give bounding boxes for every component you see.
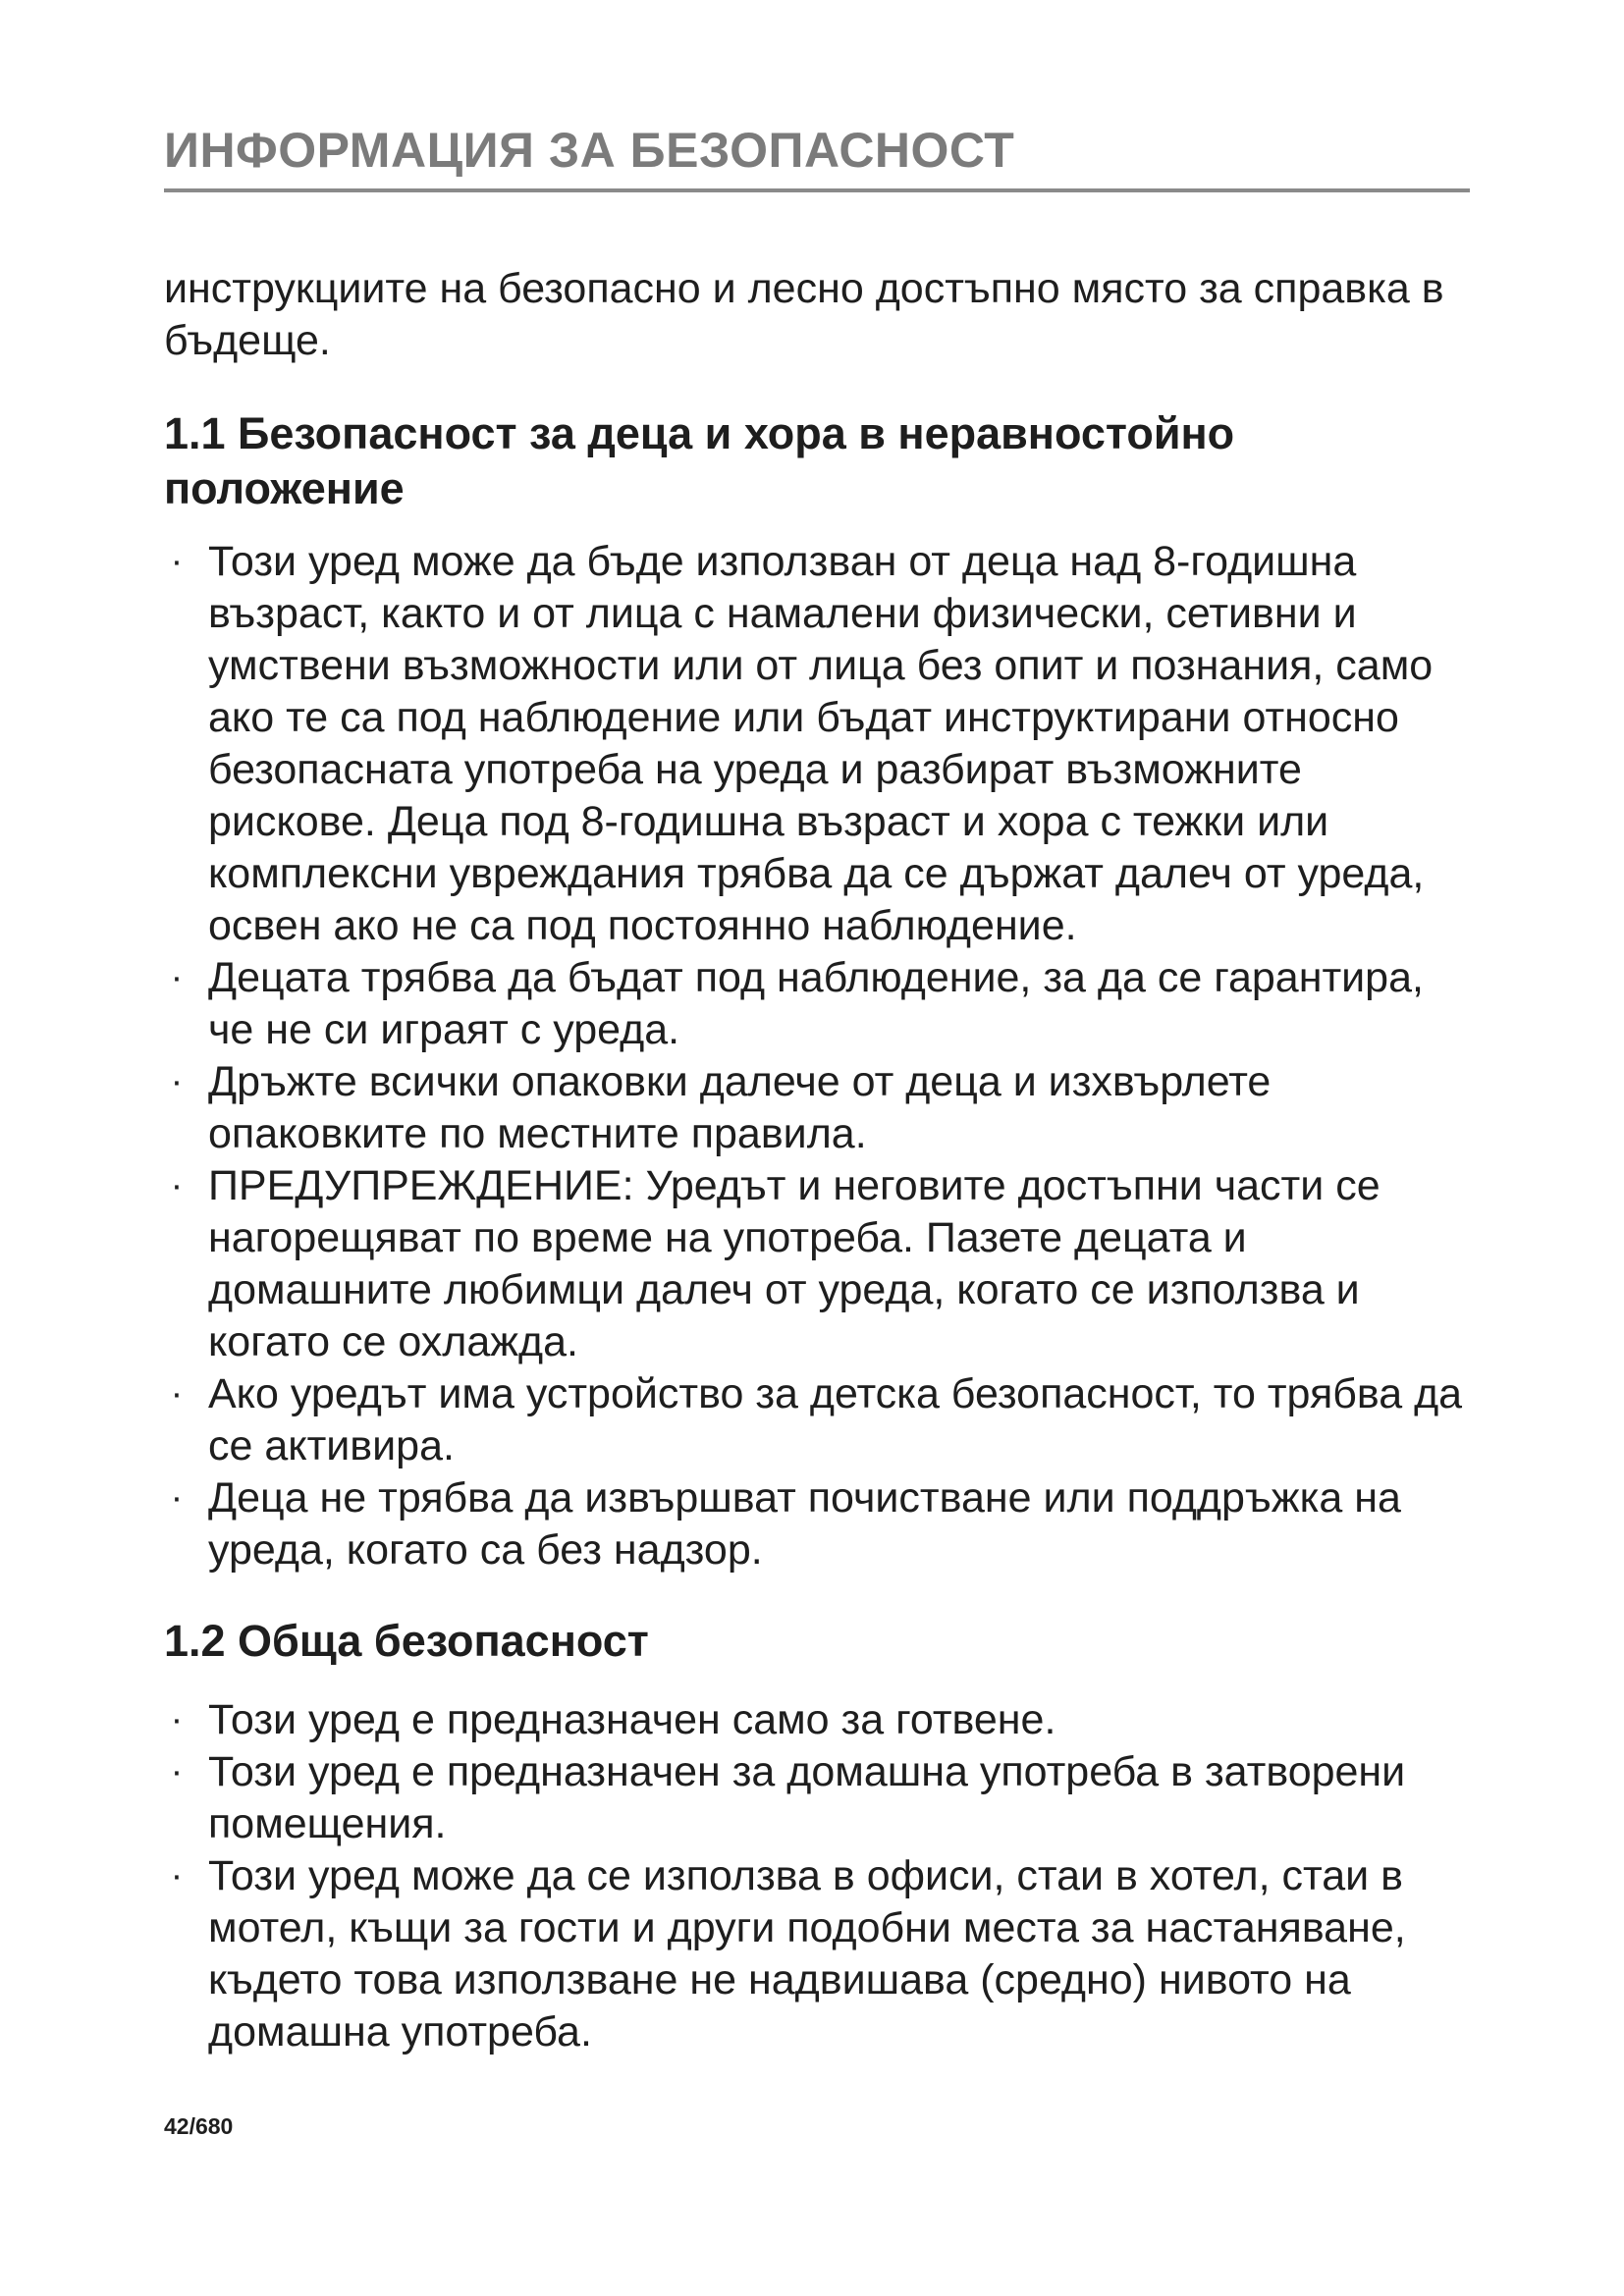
list-item-text: Този уред може да се използва в офиси, стаи в хотел, стаи в мотел, къщи за гости и други подобни места за настаняване, където това използване не надвишава (средно) нивото на домашна употреба.	[208, 1852, 1406, 2056]
page-content	[164, 263, 1480, 2058]
bullet-icon: ·	[170, 1477, 184, 1519]
section-2-list	[164, 1694, 1480, 2058]
bullet-icon: ·	[170, 1373, 184, 1415]
header-divider	[164, 188, 1470, 192]
bullet-icon: ·	[170, 541, 184, 582]
list-item	[164, 952, 1480, 1056]
list-item	[164, 1746, 1480, 1850]
intro-paragraph: инструкциите на безопасно и лесно достъпно място за справка в бъдеще.	[164, 265, 1444, 364]
page-number: 42/680	[164, 2113, 234, 2139]
list-item	[164, 1160, 1480, 1368]
bullet-icon: ·	[170, 1165, 184, 1206]
bullet-icon: ·	[170, 1855, 184, 1896]
list-item	[164, 1472, 1480, 1576]
bullet-icon: ·	[170, 1061, 184, 1102]
list-item-text: Този уред може да бъде използван от деца над 8-годишна възраст, както и от лица с намалени физически, сетивни и умствени възможности или от лица без опит и познания, само ако те са под наблюдение или бъдат инструктирани относно безопасната употреба на уреда и разбират възможните рискове. Деца под 8-годишна възраст и хора с тежки или комплексни увреждания трябва да се държат далеч от уреда, освен ако не са под постоянно наблюдение.	[208, 538, 1434, 949]
list-item	[164, 1056, 1480, 1160]
list-item	[164, 1850, 1480, 2058]
header-title: ИНФОРМАЦИЯ ЗА БЕЗОПАСНОСТ	[164, 123, 1015, 178]
list-item-text: Дръжте всички опаковки далече от деца и изхвърлете опаковките по местните правила.	[208, 1058, 1272, 1157]
bullet-icon: ·	[170, 957, 184, 998]
list-item-text: Деца не трябва да извършват почистване или поддръжка на уреда, когато са без надзор.	[208, 1474, 1401, 1574]
section-1-list	[164, 536, 1480, 1576]
bullet-icon: ·	[170, 1751, 184, 1792]
page-header	[164, 116, 1470, 192]
list-item	[164, 1368, 1480, 1472]
section-2-title: 1.2 Обща безопасност	[164, 1616, 649, 1666]
list-item-text: ПРЕДУПРЕЖДЕНИЕ: Уредът и неговите достъпни части се нагорещяват по време на употреба. Пазете децата и домашните любимци далеч от уреда, когато се използва и когато се охлажда.	[208, 1162, 1380, 1365]
section-1-title: 1.1 Безопасност за деца и хора в неравностойно положение	[164, 408, 1235, 513]
list-item-text: Този уред е предназначен само за готвене.	[208, 1696, 1056, 1743]
bullet-icon: ·	[170, 1699, 184, 1740]
list-item-text: Този уред е предназначен за домашна употреба в затворени помещения.	[208, 1748, 1406, 1847]
list-item-text: Ако уредът има устройство за детска безопасност, то трябва да се активира.	[208, 1370, 1463, 1469]
list-item	[164, 536, 1480, 952]
list-item-text: Децата трябва да бъдат под наблюдение, за да се гарантира, че не си играят с уреда.	[208, 954, 1424, 1053]
list-item	[164, 1694, 1480, 1746]
